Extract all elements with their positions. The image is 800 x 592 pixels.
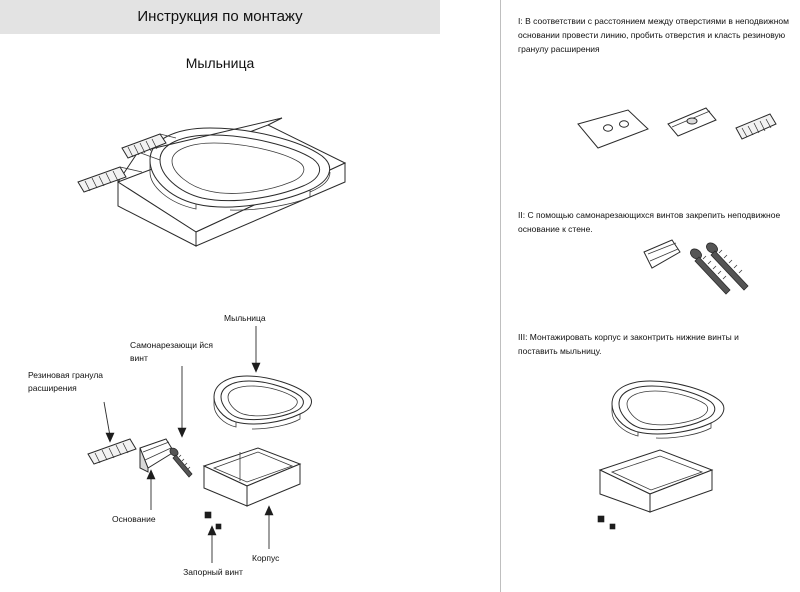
callout-lock-screw: Запорный винт	[183, 567, 243, 577]
exploded-lock-screw-a	[205, 512, 211, 518]
exploded-self-tapping-screw	[168, 447, 192, 477]
page-title: Инструкция по монтажу	[137, 8, 303, 25]
callout-base: Основание	[112, 514, 156, 524]
callout-soap-dish: Мыльница	[224, 313, 266, 323]
callout-body: Корпус	[252, 553, 280, 563]
page-subtitle: Мыльница	[185, 55, 255, 71]
exploded-view-drawing	[88, 326, 311, 563]
callout-rubber-granule: Резиновая гранула расширения	[28, 370, 104, 393]
exploded-base	[140, 439, 174, 472]
exploded-body	[204, 448, 300, 506]
callout-self-tapping-screw: Самонарезающи йся винт	[130, 340, 213, 363]
self-tapping-screw-a	[689, 247, 730, 294]
assembled-soap-dish-drawing	[78, 118, 345, 246]
exploded-soap-dish	[214, 376, 311, 429]
self-tapping-screw-b	[705, 241, 748, 290]
step-3-parts-drawing	[598, 381, 724, 529]
exploded-rubber-granule	[88, 439, 136, 464]
step-2-text: II: С помощью самонарезающихся винтов закрепить неподвижное основание к стене.	[518, 210, 781, 234]
step-2-parts-drawing	[644, 240, 748, 294]
exploded-lock-screw-b	[216, 524, 221, 529]
step-1-text: I: В соответствии с расстоянием между отверстиями в неподвижном основании провести линию, пробить отверстия и класть резиновую гранулу расширения	[518, 16, 789, 54]
step-3-text: III: Монтажировать корпус и законтрить нижние винты и поставить мыльницу.	[518, 332, 739, 356]
step-1-parts-drawing	[578, 108, 776, 148]
